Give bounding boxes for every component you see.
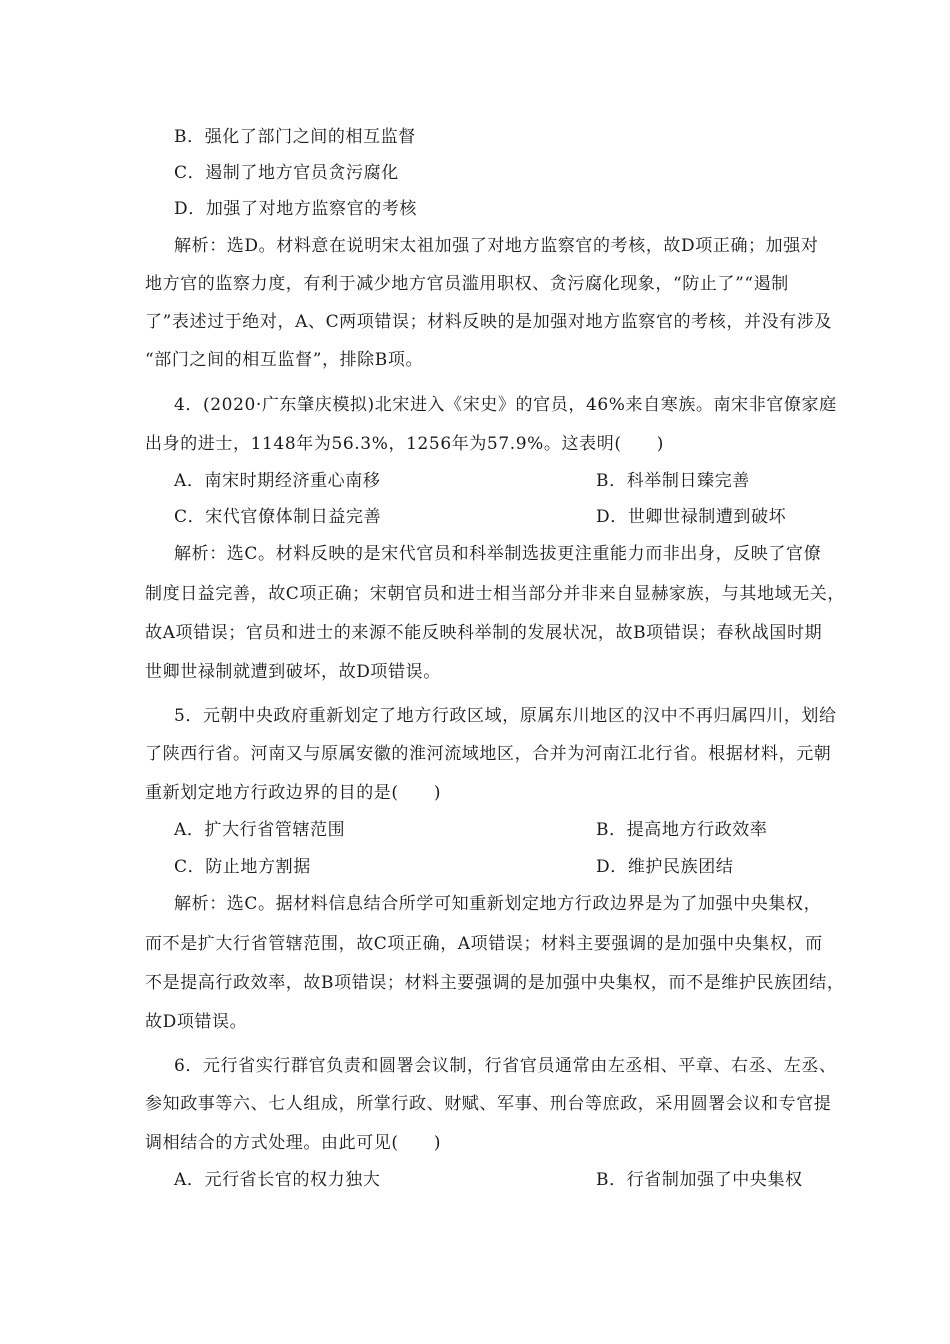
q5-stem-line: 5．元朝中央政府重新划定了地方行政区域，原属东川地区的汉中不再归属四川，划给: [174, 706, 837, 726]
q4-analysis-line: 解析：选C。材料反映的是宋代官员和科举制选拔更注重能力而非出身，反映了官僚: [174, 544, 822, 564]
q4-analysis-line: 故A项错误；官员和进士的来源不能反映科举制的发展状况，故B项错误；春秋战国时期: [145, 623, 823, 643]
q5-stem-line: 重新划定地方行政边界的目的是( ): [145, 783, 442, 803]
q3-analysis-line: “部门之间的相互监督”，排除B项。: [145, 350, 424, 370]
q3-option-c: C．遏制了地方官员贪污腐化: [174, 163, 399, 183]
q3-analysis-line: 了”表述过于绝对，A、C两项错误；材料反映的是加强对地方监察官的考核，并没有涉及: [145, 312, 832, 332]
q4-analysis-line: 世卿世禄制就遭到破坏，故D项错误。: [145, 662, 441, 682]
q3-analysis-line: 解析：选D。材料意在说明宋太祖加强了对地方监察官的考核，故D项正确；加强对: [174, 236, 819, 256]
q4-option-c: C．宋代官僚体制日益完善: [174, 507, 382, 527]
q5-analysis-line: 故D项错误。: [145, 1012, 248, 1032]
q6-stem-line: 调相结合的方式处理。由此可见( ): [145, 1133, 442, 1153]
q5-analysis-line: 而不是扩大行省管辖范围，故C项正确，A项错误；材料主要强调的是加强中央集权，而: [145, 934, 823, 954]
q3-option-b: B．强化了部门之间的相互监督: [174, 127, 416, 147]
q5-option-d: D．维护民族团结: [596, 857, 734, 877]
q5-analysis-line: 不是提高行政效率，故B项错误；材料主要强调的是加强中央集权，而不是维护民族团结，: [145, 973, 845, 993]
q3-option-d: D．加强了对地方监察官的考核: [174, 199, 418, 219]
q6-option-a: A．元行省长官的权力独大: [174, 1170, 381, 1190]
q4-analysis-line: 制度日益完善，故C项正确；宋朝官员和进士相当部分并非来自显赫家族，与其地域无关，: [145, 584, 846, 604]
q6-stem-line: 参知政事等六、七人组成，所掌行政、财赋、军事、刑台等庶政，采用圆署会议和专官提: [145, 1094, 832, 1114]
q5-analysis-line: 解析：选C。据材料信息结合所学可知重新划定地方行政边界是为了加强中央集权，: [174, 894, 822, 914]
q3-analysis-line: 地方官的监察力度，有利于减少地方官员滥用职权、贪污腐化现象，“防止了”“遏制: [145, 274, 789, 294]
q6-stem-line: 6．元行省实行群官负责和圆署会议制，行省官员通常由左丞相、平章、右丞、左丞、: [174, 1056, 837, 1076]
q4-stem-line: 出身的进士，1148年为56.3%，1256年为57.9%。这表明( ): [145, 434, 665, 454]
q5-option-c: C．防止地方割据: [174, 857, 311, 877]
q5-option-a: A．扩大行省管辖范围: [174, 820, 346, 840]
q4-option-a: A．南宋时期经济重心南移: [174, 471, 381, 491]
q4-stem-line: 4．(2020·广东肇庆模拟)北宋进入《宋史》的官员，46%来自寒族。南宋非官僚家庭: [174, 395, 837, 415]
q6-option-b: B．行省制加强了中央集权: [596, 1170, 803, 1190]
q5-option-b: B．提高地方行政效率: [596, 820, 768, 840]
q4-option-b: B．科举制日臻完善: [596, 471, 750, 491]
q5-stem-line: 了陕西行省。河南又与原属安徽的淮河流域地区，合并为河南江北行省。根据材料，元朝: [145, 744, 832, 764]
q4-option-d: D．世卿世禄制遭到破坏: [596, 507, 787, 527]
